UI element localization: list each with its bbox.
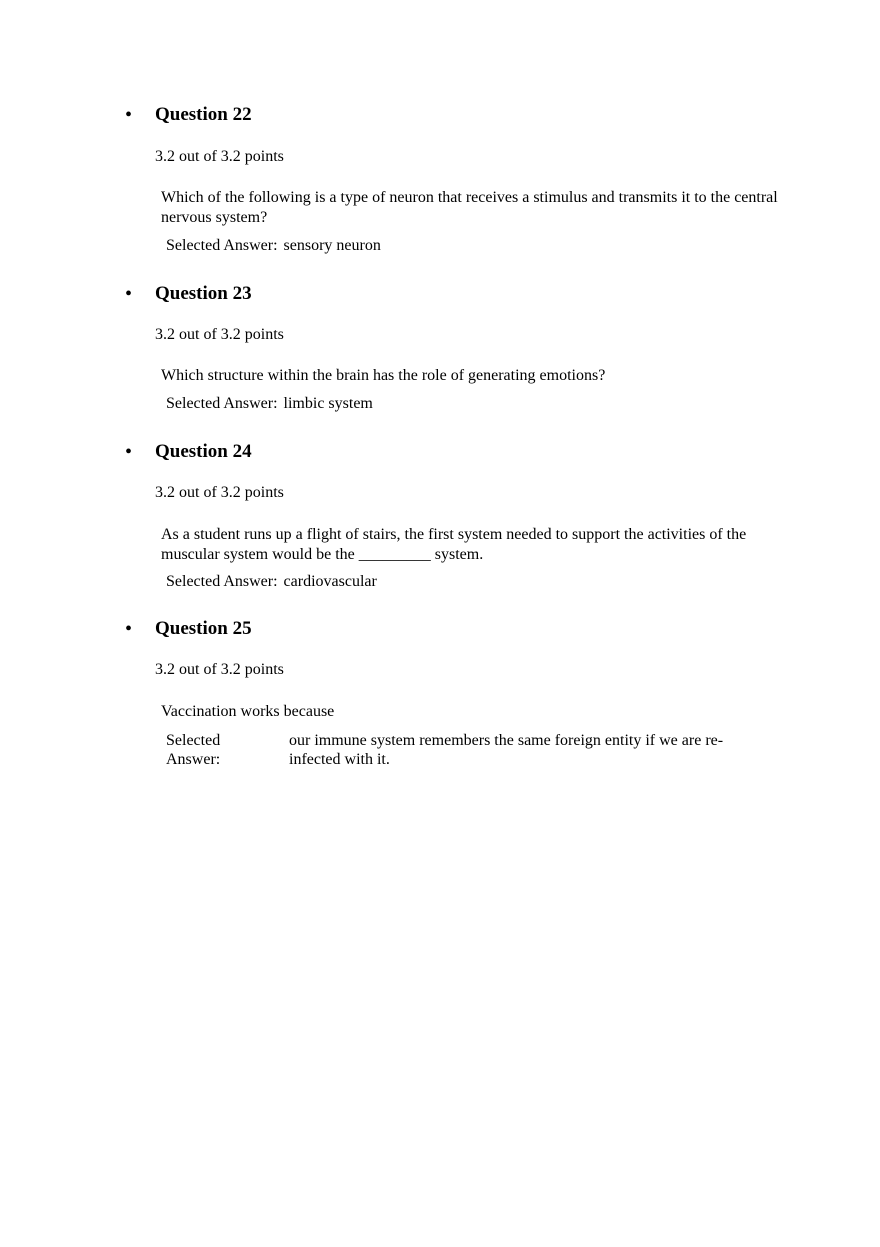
selected-answer-value: sensory neuron bbox=[283, 237, 381, 254]
selected-answer-label: Selected Answer: bbox=[166, 237, 278, 254]
question-points: 3.2 out of 3.2 points bbox=[155, 148, 284, 165]
question-points: 3.2 out of 3.2 points bbox=[155, 661, 284, 678]
bullet-icon: • bbox=[125, 283, 133, 305]
selected-answer-value: cardiovascular bbox=[283, 573, 377, 590]
selected-answer-value: our immune system remembers the same foreign entity if we are re-infected with it. bbox=[289, 732, 724, 768]
selected-answer bbox=[166, 572, 377, 592]
bullet-icon: • bbox=[125, 618, 133, 640]
question-text: Which of the following is a type of neuron that receives a stimulus and transmits it to the central nervous system? bbox=[161, 189, 778, 226]
question-title: Question 22 bbox=[155, 104, 252, 125]
question-points: 3.2 out of 3.2 points bbox=[155, 484, 284, 501]
bullet-icon: • bbox=[125, 104, 133, 126]
question-text: As a student runs up a flight of stairs, the first system needed to support the activities of the muscular system would be the _________ system. bbox=[161, 526, 747, 563]
question-title: Question 23 bbox=[155, 283, 252, 304]
question-title: Question 24 bbox=[155, 441, 252, 462]
selected-answer bbox=[166, 394, 373, 414]
selected-answer-label: Selected Answer: bbox=[166, 732, 221, 768]
question-text: Which structure within the brain has the role of generating emotions? bbox=[161, 367, 606, 384]
selected-answer-label: Selected Answer: bbox=[166, 573, 278, 590]
bullet-icon: • bbox=[125, 441, 133, 463]
question-text: Vaccination works because bbox=[161, 703, 335, 720]
selected-answer bbox=[166, 236, 381, 256]
question-title: Question 25 bbox=[155, 618, 252, 639]
selected-answer-value: limbic system bbox=[283, 395, 373, 412]
question-points: 3.2 out of 3.2 points bbox=[155, 326, 284, 343]
selected-answer-label: Selected Answer: bbox=[166, 395, 278, 412]
